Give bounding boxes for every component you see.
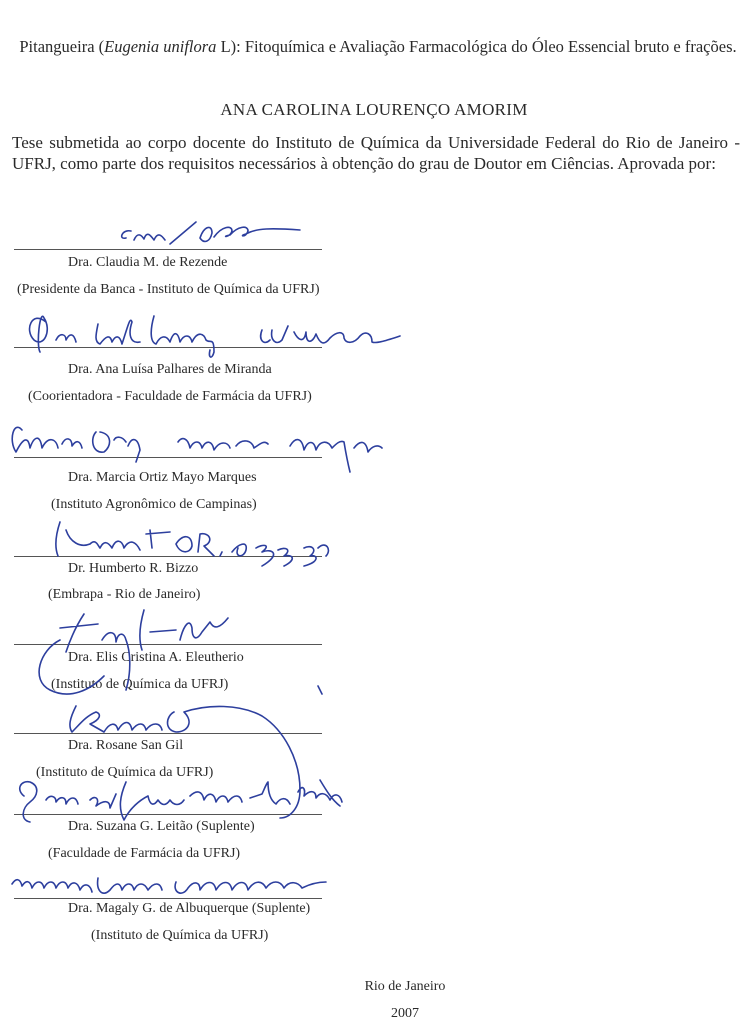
member-affiliation-8: (Instituto de Química da UFRJ) [91, 928, 269, 943]
member-affiliation-4: (Embrapa - Rio de Janeiro) [48, 587, 201, 602]
intro-paragraph: Tese submetida ao corpo docente do Instituto de Química da Universidade Federal do Rio de Janeiro - UFRJ, como parte dos requisitos necessários à obtenção do grau de Doutor em Ciências. Aprovada por: [12, 133, 740, 173]
signature-7 [20, 780, 342, 822]
title-prefix: Pitangueira ( [19, 37, 105, 56]
signature-6 [70, 706, 300, 818]
signature-3 [12, 427, 382, 472]
signature-2 [30, 316, 400, 357]
member-affiliation-2: (Coorientadora - Faculdade de Farmácia da UFRJ) [28, 389, 312, 404]
member-affiliation-3: (Instituto Agronômico de Campinas) [51, 497, 257, 512]
member-name-7: Dra. Suzana G. Leitão (Suplente) [68, 819, 255, 834]
member-affiliation-1: (Presidente da Banca - Instituto de Química da UFRJ) [17, 282, 320, 297]
thesis-title [14, 36, 742, 58]
member-name-2: Dra. Ana Luísa Palhares de Miranda [68, 362, 272, 377]
member-name-6: Dra. Rosane San Gil [68, 738, 184, 753]
signature-line-6 [14, 733, 322, 734]
member-affiliation-7: (Faculdade de Farmácia da UFRJ) [48, 846, 241, 861]
member-name-8: Dra. Magaly G. de Albuquerque (Suplente) [68, 901, 311, 916]
member-affiliation-6: (Instituto de Química da UFRJ) [36, 765, 214, 780]
year: 2007 [391, 1006, 419, 1021]
author-name: ANA CAROLINA LOURENÇO AMORIM [220, 100, 528, 119]
member-name-5: Dra. Elis Cristina A. Eleutherio [68, 650, 244, 665]
member-name-3: Dra. Marcia Ortiz Mayo Marques [68, 470, 257, 485]
signature-line-8 [14, 898, 322, 899]
signature-line-5 [14, 644, 322, 645]
title-species: Eugenia uniflora [104, 37, 217, 56]
member-affiliation-5: (Instituto de Química da UFRJ) [51, 677, 229, 692]
signature-line-1 [14, 249, 322, 250]
signature-line-3 [14, 457, 322, 458]
member-name-4: Dr. Humberto R. Bizzo [68, 561, 199, 576]
signature-line-7 [14, 814, 322, 815]
signature-1 [122, 222, 300, 244]
place: Rio de Janeiro [364, 979, 446, 994]
signature-line-2 [14, 347, 322, 348]
signature-line-4 [14, 556, 322, 557]
signature-4 [56, 522, 329, 566]
member-name-1: Dra. Claudia M. de Rezende [68, 255, 228, 270]
signature-8 [12, 878, 326, 893]
title-suffix: L): Fitoquímica e Avaliação Farmacológica do Óleo Essencial bruto e frações. [216, 37, 737, 56]
